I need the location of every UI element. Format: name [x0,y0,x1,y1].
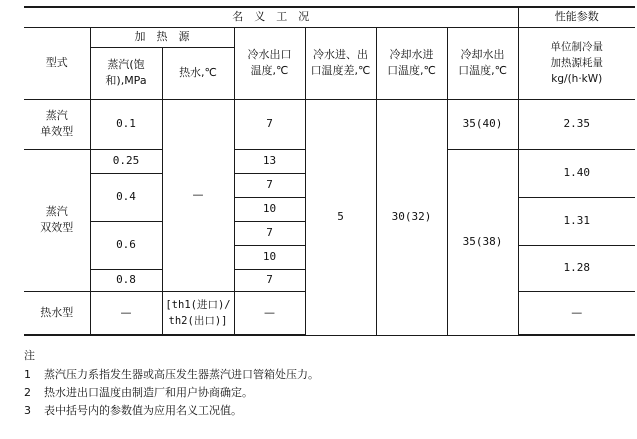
hot-water-dash-cell: — [162,99,234,291]
chilled-out-cell: 13 [234,149,305,173]
pressure-cell: 0.8 [90,269,162,291]
note-text: 热水进出口温度由制造厂和用户协商确定。 [44,386,253,399]
consumption-cell: 1.28 [518,245,635,291]
type-single-effect: 蒸汽 单效型 [24,99,90,149]
single-cooling-out-cell: 35(40) [447,99,518,149]
cooling-in-cell: 30(32) [376,99,447,335]
pressure-cell: 0.25 [90,149,162,173]
header-performance: 性能参数 [518,7,635,27]
chilled-out-cell: 7 [234,173,305,197]
header-cooling-out: 冷却水出 口温度,℃ [447,27,518,99]
note-text: 蒸汽压力系指发生器或高压发生器蒸汽进口管箱处压力。 [44,368,319,381]
single-consumption-cell: 2.35 [518,99,635,149]
type-hot-water: 热水型 [24,291,90,335]
chilled-out-cell: 7 [234,269,305,291]
note-number: 1 [24,368,31,381]
double-cooling-out-cell: 35(38) [447,149,518,335]
notes-title: 注 [24,349,35,362]
single-pressure-cell: 0.1 [90,99,162,149]
pressure-cell: 0.6 [90,221,162,269]
chilled-diff-cell: 5 [305,99,376,335]
header-chilled-out: 冷水出口 温度,℃ [234,27,305,99]
header-unit-consumption: 单位制冷量 加热源耗量 kg/(h·kW) [518,27,635,99]
note-item [24,384,624,402]
header-nominal-conditions: 名 义 工 况 [24,7,518,27]
header-heat-source: 加 热 源 [90,27,234,47]
hw-pressure-cell: — [90,291,162,335]
consumption-cell: 1.40 [518,149,635,197]
note-item [24,366,624,384]
hw-temp-cell: [th1(进口)/ th2(出口)] [162,291,234,335]
header-cooling-in: 冷却水进 口温度,℃ [376,27,447,99]
spec-table [24,6,635,336]
header-steam-pressure: 蒸汽(饱 和),MPa [90,47,162,99]
header-chilled-diff: 冷水进、出 口温度差,℃ [305,27,376,99]
chilled-out-cell: 10 [234,197,305,221]
notes [24,346,624,420]
note-item [24,402,624,420]
type-double-effect: 蒸汽 双效型 [24,149,90,291]
note-text: 表中括号内的参数值为应用名义工况值。 [44,404,242,417]
header-hot-water: 热水,℃ [162,47,234,99]
chilled-out-cell: 7 [234,221,305,245]
pressure-cell: 0.4 [90,173,162,221]
single-chilled-out-cell: 7 [234,99,305,149]
chilled-out-cell: 10 [234,245,305,269]
consumption-cell: 1.31 [518,197,635,245]
note-number: 3 [24,404,31,417]
note-number: 2 [24,386,31,399]
hw-consumption-cell: — [518,291,635,335]
header-type: 型式 [24,27,90,99]
hw-chilled-out-cell: — [234,291,305,335]
